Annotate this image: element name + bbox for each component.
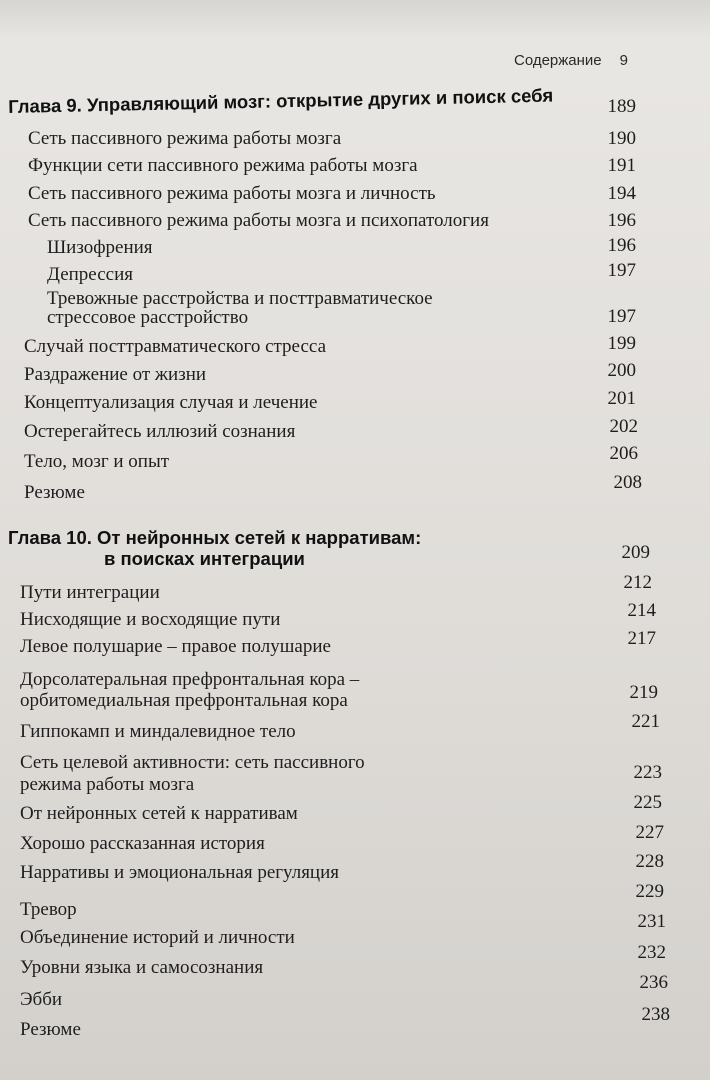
toc-entry: Дорсолатеральная префронтальная кора –	[20, 669, 360, 690]
toc-page: 232	[637, 942, 666, 963]
toc-page: 236	[639, 972, 668, 993]
toc-page: 190	[607, 128, 636, 149]
toc-entry: Объединение историй и личности	[20, 927, 295, 948]
toc-subentry: Шизофрения	[47, 237, 153, 258]
toc-entry: Пути интеграции	[20, 582, 160, 603]
toc-entry: Эбби	[20, 989, 63, 1010]
chapter-9-page: 189	[607, 96, 636, 117]
toc-page: 219	[629, 682, 658, 703]
toc-page: 208	[613, 472, 642, 493]
toc-entry: Концептуализация случая и лечение	[24, 392, 318, 413]
toc-page: 196	[607, 235, 636, 256]
chapter-10-title-line-2: в поисках интеграции	[104, 548, 305, 569]
toc-page: 191	[607, 155, 636, 176]
toc-page: 202	[609, 416, 638, 437]
toc-entry: Резюме	[24, 482, 85, 503]
toc-entry: Уровни языка и самосознания	[20, 957, 264, 978]
toc-entry: Случай посттравматического стресса	[24, 336, 326, 357]
toc-entry: Тело, мозг и опыт	[24, 451, 170, 472]
toc-entry: От нейронных сетей к нарративам	[20, 803, 298, 824]
running-header	[514, 52, 628, 69]
toc-page: 231	[637, 911, 666, 932]
toc-page: 201	[607, 388, 636, 409]
chapter-10-title-line-1: Глава 10. От нейронных сетей к нарративам:	[8, 527, 422, 548]
toc-entry: Сеть пассивного режима работы мозга	[28, 128, 342, 149]
toc-entry: Раздражение от жизни	[24, 364, 207, 385]
toc-entry: Остерегайтесь иллюзий сознания	[24, 421, 296, 442]
page-shadow	[0, 0, 710, 40]
header-title: Содержание	[513, 52, 602, 69]
toc-page: 199	[607, 333, 636, 354]
toc-page: 238	[641, 1004, 670, 1025]
toc-entry: Функции сети пассивного режима работы мозга	[28, 155, 418, 176]
toc-entry: Резюме	[20, 1019, 81, 1040]
toc-entry: Левое полушарие – правое полушарие	[20, 636, 331, 657]
toc-page: 217	[627, 628, 656, 649]
chapter-9-title: Глава 9. Управляющий мозг: открытие других и поиск себя	[8, 84, 554, 117]
toc-page: 194	[607, 183, 636, 204]
toc-entry: Гиппокамп и миндалевидное тело	[20, 721, 296, 742]
toc-entry: Сеть пассивного режима работы мозга и психопатология	[28, 210, 489, 231]
toc-page: 206	[609, 443, 638, 464]
toc-page: 200	[607, 360, 636, 381]
toc-subentry: Тревожные расстройства и посттравматическое	[47, 288, 433, 309]
toc-page: 223	[633, 762, 662, 783]
toc-entry: Хорошо рассказанная история	[20, 833, 265, 854]
toc-page: 225	[633, 792, 662, 813]
header-page-number: 9	[619, 52, 628, 69]
toc-page: 227	[635, 822, 664, 843]
toc-subentry-continuation: стрессовое расстройство	[47, 307, 249, 328]
toc-entry: Тревор	[20, 899, 77, 920]
toc-page: 229	[635, 881, 664, 902]
toc-subentry: Депрессия	[47, 264, 133, 285]
chapter-10-page: 209	[621, 542, 650, 563]
toc-entry: Нисходящие и восходящие пути	[20, 609, 281, 630]
toc-entry: Нарративы и эмоциональная регуляция	[20, 862, 340, 883]
toc-page: 196	[607, 210, 636, 231]
toc-page: 197	[607, 306, 636, 327]
toc-entry: Сеть пассивного режима работы мозга и личность	[28, 183, 436, 204]
toc-entry-continuation: орбитомедиальная префронтальная кора	[20, 690, 348, 711]
toc-page: 214	[627, 600, 656, 621]
toc-page: 212	[623, 572, 652, 593]
toc-page: 228	[635, 851, 664, 872]
toc-entry: Сеть целевой активности: сеть пассивного	[20, 752, 365, 773]
toc-page: 221	[631, 711, 660, 732]
toc-entry-continuation: режима работы мозга	[20, 774, 195, 795]
toc-page: 197	[607, 260, 636, 281]
